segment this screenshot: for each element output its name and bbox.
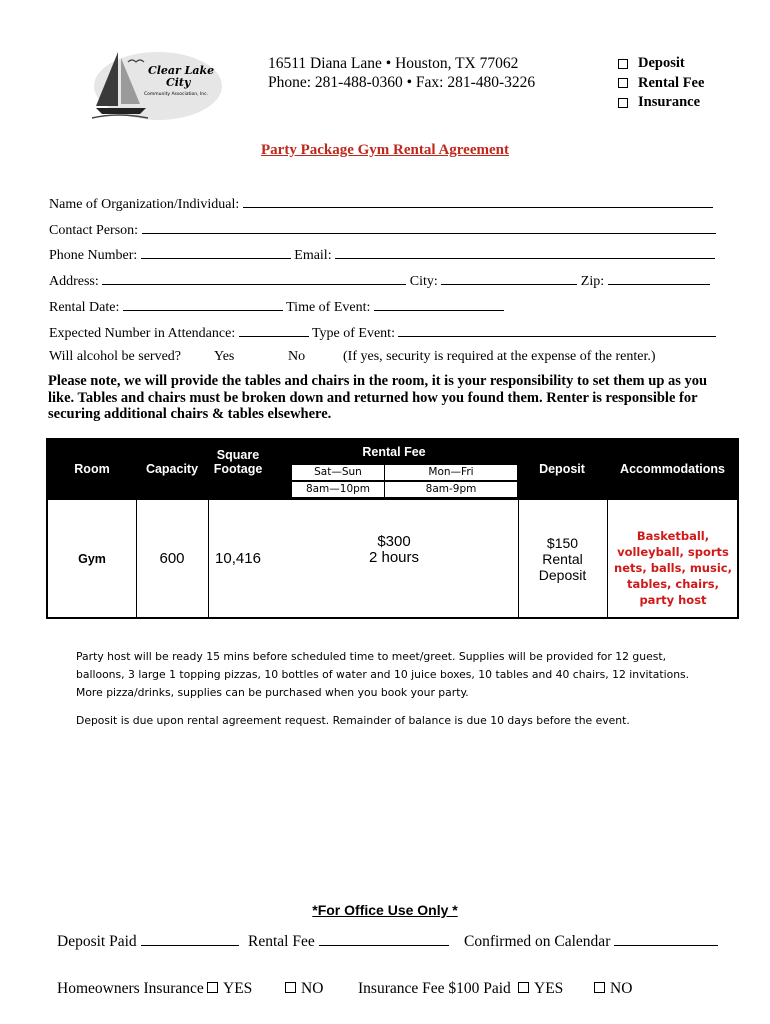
logo-line2: City	[166, 76, 191, 89]
field-label: Will alcohol be served?	[49, 349, 181, 364]
rental-fee-checkbox[interactable]	[618, 74, 704, 94]
alcohol-yes-option[interactable]: Yes	[214, 349, 235, 364]
deposit-paid-blank[interactable]	[141, 931, 239, 946]
address-field[interactable]	[49, 272, 710, 290]
insurance-fee-label: Insurance Fee $100 Paid	[358, 980, 511, 997]
org-name-blank[interactable]	[243, 195, 713, 208]
field-label: Address:	[49, 274, 99, 289]
field-label: Confirmed on Calendar	[464, 933, 611, 950]
details-paragraph: Party host will be ready 15 mins before scheduled time to meet/greet. Supplies will be provided for 12 guest, balloons, 3 large 1 topping pizzas, 10 bottles of water and 10 juice boxes, 10 tables and 40 chairs, 12 invitations. More pizza/drinks, supplies can be purchased when you book your party.	[76, 650, 690, 699]
checkbox-label: NO	[301, 980, 324, 997]
logo-line1: Clear Lake	[148, 64, 215, 77]
capacity-cell: 600	[159, 550, 185, 567]
phone-blank[interactable]	[141, 246, 291, 259]
field-label: Deposit Paid	[57, 933, 137, 950]
alcohol-question	[49, 349, 181, 365]
deposit-cell	[518, 535, 607, 583]
accommodations-cell: Basketball, volleyball, sports nets, balls, music, tables, chairs, party host	[614, 529, 732, 607]
field-label: Name of Organization/Individual:	[49, 197, 240, 212]
logo-tagline: Community Association, Inc.	[144, 92, 209, 97]
mon-fri-label: Mon—Fri	[384, 464, 518, 481]
rental-date-blank[interactable]	[123, 298, 283, 311]
insurance-fee-no-checkbox[interactable]	[594, 980, 632, 998]
confirmed-field[interactable]	[464, 931, 718, 951]
checkbox-icon	[618, 98, 628, 108]
rental-table	[46, 438, 739, 619]
alcohol-no-option[interactable]: No	[288, 349, 306, 364]
checkbox-icon	[618, 78, 628, 88]
field-label: City:	[409, 274, 438, 289]
deposit-note: Deposit is due upon rental agreement request. Remainder of balance is due 10 days before the event.	[76, 714, 630, 727]
checkbox-icon	[594, 982, 605, 993]
mon-fri-hours: 8am-9pm	[384, 481, 518, 498]
sat-sun-hours: 8am—10pm	[291, 481, 385, 498]
field-label: Email:	[294, 248, 332, 263]
checkbox-label: YES	[223, 980, 253, 997]
sailboat-logo-icon	[88, 44, 228, 124]
field-label: Contact Person:	[49, 223, 139, 238]
sat-sun-label: Sat—Sun	[291, 464, 385, 481]
fee-duration: 2 hours	[368, 549, 420, 566]
checkbox-icon	[618, 59, 628, 69]
date-time-field[interactable]	[49, 298, 504, 316]
office-checklist	[618, 54, 704, 113]
header-deposit: Deposit	[539, 462, 585, 476]
zip-blank[interactable]	[608, 272, 710, 285]
logo	[88, 44, 228, 124]
header-accommodations: Accommodations	[620, 462, 725, 476]
rental-fee-field[interactable]	[248, 931, 449, 951]
header-capacity: Capacity	[145, 462, 199, 476]
contact-field[interactable]	[49, 221, 716, 239]
homeowners-no-checkbox[interactable]	[285, 980, 323, 998]
checkbox-icon	[285, 982, 296, 993]
time-blank[interactable]	[374, 298, 504, 311]
homeowners-yes-checkbox[interactable]	[207, 980, 252, 998]
deposit-checkbox[interactable]	[618, 54, 704, 74]
fee-cell	[268, 534, 520, 566]
org-name-field[interactable]	[49, 195, 713, 213]
field-label: Time of Event:	[286, 300, 371, 315]
header-square-footage: Square Footage	[213, 448, 263, 476]
attendance-blank[interactable]	[239, 324, 309, 337]
attendance-type-field[interactable]	[49, 324, 716, 342]
checkbox-label: YES	[534, 980, 564, 997]
org-address: 16511 Diana Lane • Houston, TX 77062	[268, 55, 519, 72]
insurance-checkbox[interactable]	[618, 93, 704, 113]
insurance-fee-yes-checkbox[interactable]	[518, 980, 563, 998]
checkbox-label: Rental Fee	[638, 74, 705, 91]
email-blank[interactable]	[335, 246, 715, 259]
room-cell: Gym	[78, 552, 106, 566]
field-label: Rental Date:	[49, 300, 120, 315]
header-room: Room	[74, 462, 110, 476]
confirmed-blank[interactable]	[614, 931, 718, 946]
table-header	[48, 440, 737, 500]
header-rental-fee: Rental Fee	[362, 445, 426, 459]
field-label: Zip:	[580, 274, 605, 289]
field-label: Phone Number:	[49, 248, 138, 263]
sqft-cell: 10,416	[215, 550, 261, 567]
page-title: Party Package Gym Rental Agreement	[261, 142, 509, 158]
address-blank[interactable]	[102, 272, 406, 285]
alcohol-note: (If yes, security is required at the expense of the renter.)	[343, 349, 656, 364]
checkbox-icon	[518, 982, 529, 993]
deposit-line2: Rental	[542, 551, 583, 567]
fee-amount: $300	[377, 533, 411, 550]
field-label: Expected Number in Attendance:	[49, 326, 236, 341]
deposit-paid-field[interactable]	[57, 931, 239, 951]
phone-email-field[interactable]	[49, 246, 715, 264]
checkbox-icon	[207, 982, 218, 993]
org-phone-fax: Phone: 281-488-0360 • Fax: 281-480-3226	[268, 74, 536, 91]
field-label: Type of Event:	[311, 326, 395, 341]
contact-blank[interactable]	[142, 221, 716, 234]
deposit-amount: $150	[546, 535, 579, 551]
checkbox-label: NO	[610, 980, 633, 997]
notice-text: Please note, we will provide the tables and chairs in the room, it is your responsibility to set them up as you like. Tables and chairs must be broken down and returned how you found them. Renter is responsible for securing additional chairs & tables elsewhere.	[48, 373, 708, 422]
rental-fee-blank[interactable]	[319, 931, 449, 946]
homeowners-insurance-label: Homeowners Insurance	[57, 980, 204, 997]
city-blank[interactable]	[441, 272, 577, 285]
checkbox-label: Deposit	[638, 55, 685, 71]
type-blank[interactable]	[398, 324, 716, 337]
field-label: Rental Fee	[248, 933, 315, 950]
org-address-block	[268, 54, 535, 92]
checkbox-label: Insurance	[638, 94, 701, 110]
deposit-line3: Deposit	[538, 567, 587, 583]
office-use-title: *For Office Use Only *	[312, 902, 458, 918]
